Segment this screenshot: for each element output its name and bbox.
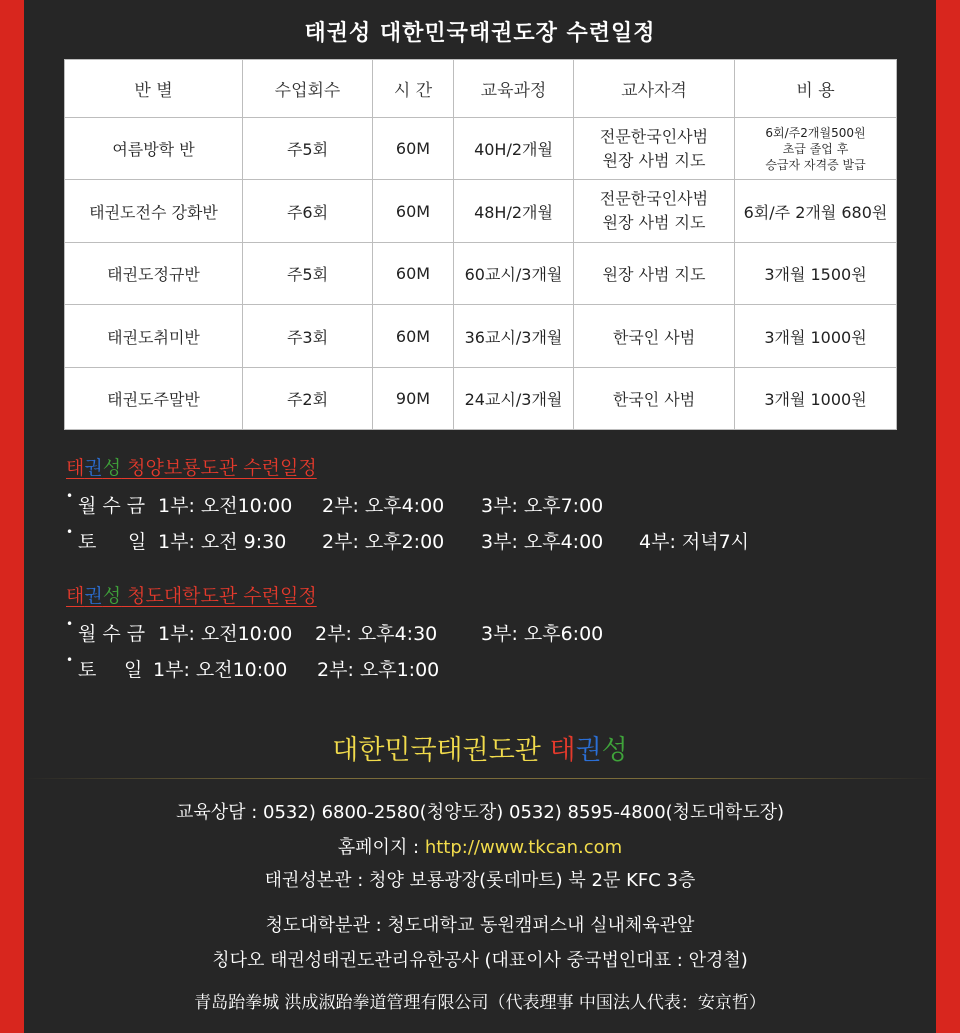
- page-title: 태권성 대한민국태권도장 수련일정: [304, 21, 656, 46]
- cell-time: 60M: [373, 180, 454, 243]
- cell-time: 90M: [373, 368, 454, 430]
- homepage-label: 홈페이지 :: [337, 837, 425, 858]
- bullet: •: [66, 617, 74, 631]
- brand-char-blue: 권: [84, 585, 103, 607]
- cell-cost: 3개월 1000원: [735, 368, 897, 430]
- homepage-line: [24, 833, 936, 859]
- weekend-day-sat: 토: [78, 659, 97, 681]
- cell-class: 태권도주말반: [65, 368, 243, 430]
- cell-cost: 3개월 1000원: [735, 305, 897, 368]
- table-row: [65, 305, 897, 368]
- cell-time: 60M: [373, 118, 454, 180]
- footer-title: [24, 728, 936, 767]
- table-row: [65, 180, 897, 243]
- table-row: [65, 118, 897, 180]
- session-3: 3부: 오후6:00: [481, 623, 604, 645]
- cell-count: 주2회: [243, 368, 373, 430]
- cell-teacher: 원장 사범 지도: [574, 243, 735, 305]
- cell-time: 60M: [373, 305, 454, 368]
- content-panel: [24, 0, 936, 1033]
- table-header-row: [65, 60, 897, 118]
- cost-line: 6회/주2개월500원: [765, 125, 866, 140]
- cell-class: 태권도취미반: [65, 305, 243, 368]
- branch-address: 청도대학분관 : 청도대학교 동원캠퍼스내 실내체육관앞: [265, 915, 695, 936]
- cell-count: 주5회: [243, 118, 373, 180]
- cell-count: 주5회: [243, 243, 373, 305]
- header-teacher: 교사자격: [574, 60, 735, 118]
- teacher-line: 원장 사범 지도: [602, 150, 706, 170]
- weekday-label: 월 수 금: [78, 623, 146, 645]
- cell-teacher: [574, 118, 735, 180]
- cell-course: 36교시/3개월: [454, 305, 574, 368]
- cost-line: 승급자 자격증 발급: [765, 157, 866, 172]
- header-count: 수업회수: [243, 60, 373, 118]
- cell-cost: 3개월 1500원: [735, 243, 897, 305]
- teacher-line: 전문한국인사범: [599, 189, 709, 208]
- cell-count: 주6회: [243, 180, 373, 243]
- section1-title: [66, 453, 317, 480]
- cell-course: 24교시/3개월: [454, 368, 574, 430]
- cell-teacher: [574, 180, 735, 243]
- company-name: 칭다오 태권성태권도관리유한공사 (대표이사 중국법인대표 : 안경철): [212, 950, 748, 971]
- cell-teacher: 한국인 사범: [574, 368, 735, 430]
- session-2: 2부: 오후4:00: [322, 495, 445, 517]
- section2-title-text: 청도대학도관 수련일정: [121, 585, 317, 607]
- session-2: 2부: 오후1:00: [317, 659, 440, 681]
- bullet: •: [66, 525, 74, 539]
- session-2: 2부: 오후4:30: [315, 623, 438, 645]
- section2-title: [66, 581, 317, 608]
- brand-char-red: 태: [549, 735, 576, 766]
- session-1: 1부: 오전 9:30: [158, 531, 287, 553]
- session-2: 2부: 오후2:00: [322, 531, 445, 553]
- schedule-table: [64, 59, 897, 430]
- bullet: •: [66, 653, 74, 667]
- weekend-day-sat: 토: [78, 531, 97, 553]
- cell-cost: [735, 118, 897, 180]
- session-1: 1부: 오전10:00: [153, 659, 288, 681]
- cell-course: 48H/2개월: [454, 180, 574, 243]
- session-1: 1부: 오전10:00: [158, 623, 293, 645]
- bullet: •: [66, 489, 74, 503]
- cell-teacher: 한국인 사범: [574, 305, 735, 368]
- session-3: 3부: 오후7:00: [481, 495, 604, 517]
- session-1: 1부: 오전10:00: [158, 495, 293, 517]
- weekend-day-sun: 일: [128, 531, 147, 553]
- session-4: 4부: 저녁7시: [639, 531, 750, 553]
- cost-line: 초급 졸업 후: [782, 141, 849, 156]
- homepage-link[interactable]: http://www.tkcan.com: [424, 837, 623, 858]
- header-cost: 비 용: [735, 60, 897, 118]
- cell-course: 60교시/3개월: [454, 243, 574, 305]
- brand-char-green: 성: [102, 457, 122, 479]
- weekday-label: 월 수 금: [78, 495, 146, 517]
- header-time: 시 간: [373, 60, 454, 118]
- brand-char-green: 성: [601, 735, 628, 766]
- cell-count: 주3회: [243, 305, 373, 368]
- brand-char-blue: 권: [84, 457, 103, 479]
- brand-char-red: 태: [66, 585, 85, 607]
- session-3: 3부: 오후4:00: [481, 531, 604, 553]
- teacher-line: 전문한국인사범: [599, 126, 709, 146]
- cell-time: 60M: [373, 243, 454, 305]
- cell-class: 태권도전수 강화반: [65, 180, 243, 243]
- table-row: [65, 368, 897, 430]
- footer-divider: [24, 778, 936, 779]
- cell-cost: 6회/주 2개월 680원: [735, 180, 897, 243]
- teacher-line: 원장 사범 지도: [602, 213, 706, 232]
- company-name-cn: 青岛跆拳城 洪成淑跆拳道管理有限公司（代表理事 中国法人代表：安京哲）: [194, 993, 766, 1013]
- brand-char-green: 성: [102, 585, 122, 607]
- header-class: 반 별: [65, 60, 243, 118]
- consult-phone: 교육상담 : 0532) 6800-2580(청양도장) 0532) 8595-4800(청도대학도장): [175, 802, 785, 823]
- footer-title-text: 대한민국태권도관: [332, 735, 550, 766]
- cell-class: 여름방학 반: [65, 118, 243, 180]
- hq-address: 태권성본관 : 청양 보룡광장(롯데마트) 북 2문 KFC 3층: [264, 870, 696, 891]
- cell-class: 태권도정규반: [65, 243, 243, 305]
- brand-char-red: 태: [66, 457, 85, 479]
- cell-course: 40H/2개월: [454, 118, 574, 180]
- weekend-day-sun: 일: [124, 659, 143, 681]
- table-row: [65, 243, 897, 305]
- section1-title-text: 청양보룡도관 수련일정: [121, 457, 317, 479]
- header-course: 교육과정: [454, 60, 574, 118]
- brand-char-blue: 권: [575, 735, 602, 766]
